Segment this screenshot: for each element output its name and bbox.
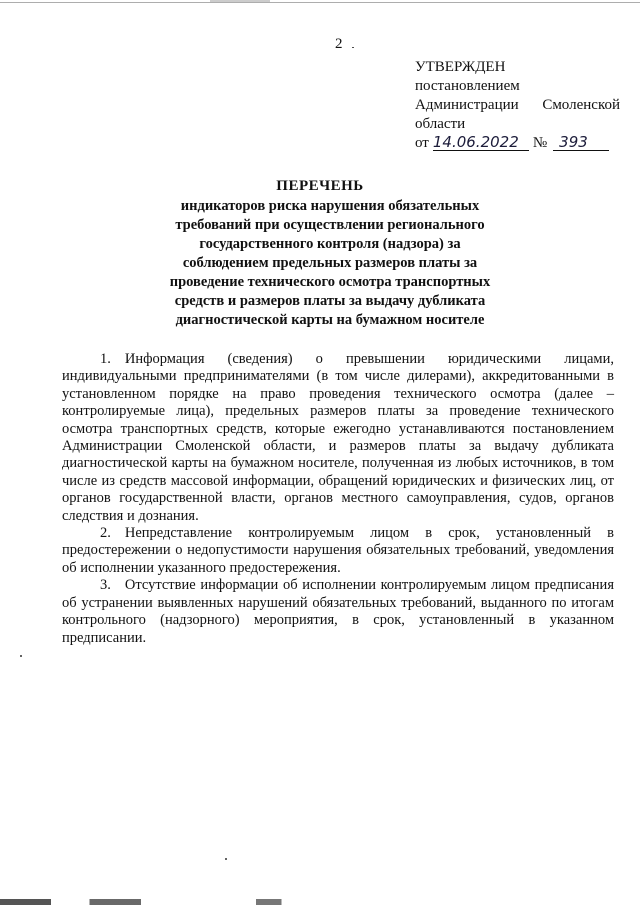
page-number: 2 bbox=[335, 36, 343, 52]
document-subtitle: индикаторов риска нарушения обязательных требований при осуществлении регионального государственного контроля (надзора) за соблюдением предельных размеров платы за проведение технического осмотра транспортных средств и размеров платы за выдачу дубликата диагностической карты на бумажном носителе bbox=[169, 198, 491, 328]
approval-line-oblast: области bbox=[415, 116, 466, 132]
approval-line-resolution: постановлением bbox=[415, 78, 520, 94]
approval-heading: УТВЕРЖДЕН bbox=[415, 59, 506, 75]
item-number: 1. bbox=[100, 351, 111, 367]
list-item bbox=[62, 577, 614, 647]
date-prefix: от bbox=[415, 135, 429, 151]
item-text: Непредставление контролируемым лицом в срок, установленный в предостережении о недопустимости нарушения обязательных требований, уведомления об исполнении указанного предостережения. bbox=[62, 525, 614, 576]
number-prefix: № bbox=[532, 135, 548, 151]
indicators-list bbox=[62, 351, 614, 647]
approval-block bbox=[415, 58, 620, 153]
approval-administration: Администрации bbox=[415, 97, 519, 113]
approval-region: Смоленской bbox=[542, 97, 620, 113]
item-text: Информация (сведения) о превышении юридическими лицами, индивидуальными предпринимателями (в том числе дилерами), аккредитованными в установленном порядке на право проведения технического осмотра (далее – контролируемые лица), предельных размеров платы за проведение технического осмотра транспортных средств, которые ежегодно устанавливаются постановлением Администрации Смоленской области, и размеров платы за выдачу дубликата диагностической карты на бумажном носителе, полученная из любых источников, в том числе из средств массовой информации, обращений юридических и физических лиц, от органов государственной власти, органов местного самоуправления, судов, органов следствия и дознания. bbox=[62, 351, 614, 524]
scan-mark bbox=[210, 0, 270, 2]
document-title: ПЕРЕЧЕНЬ bbox=[276, 178, 364, 194]
item-number: 3. bbox=[100, 577, 111, 594]
item-text: Отсутствие информации об исполнении контролируемым лицом предписания об устранении выявленных нарушений обязательных требований, выданного по итогам контрольного (надзорного) мероприятия, в срок, установленный в указанном предписании. bbox=[62, 577, 614, 646]
approval-line-administration bbox=[415, 96, 620, 115]
scan-speck bbox=[225, 858, 227, 860]
item-number: 2. bbox=[100, 525, 111, 542]
handwritten-date: 14.06.2022 bbox=[433, 134, 529, 151]
handwritten-number: 393 bbox=[553, 134, 609, 151]
scan-edge-top bbox=[0, 2, 640, 3]
list-item bbox=[62, 351, 614, 525]
scan-edge-bottom bbox=[0, 899, 640, 905]
scan-speck bbox=[352, 47, 354, 48]
scan-speck bbox=[20, 655, 22, 657]
approval-date-line bbox=[415, 134, 620, 153]
list-item bbox=[62, 525, 614, 577]
